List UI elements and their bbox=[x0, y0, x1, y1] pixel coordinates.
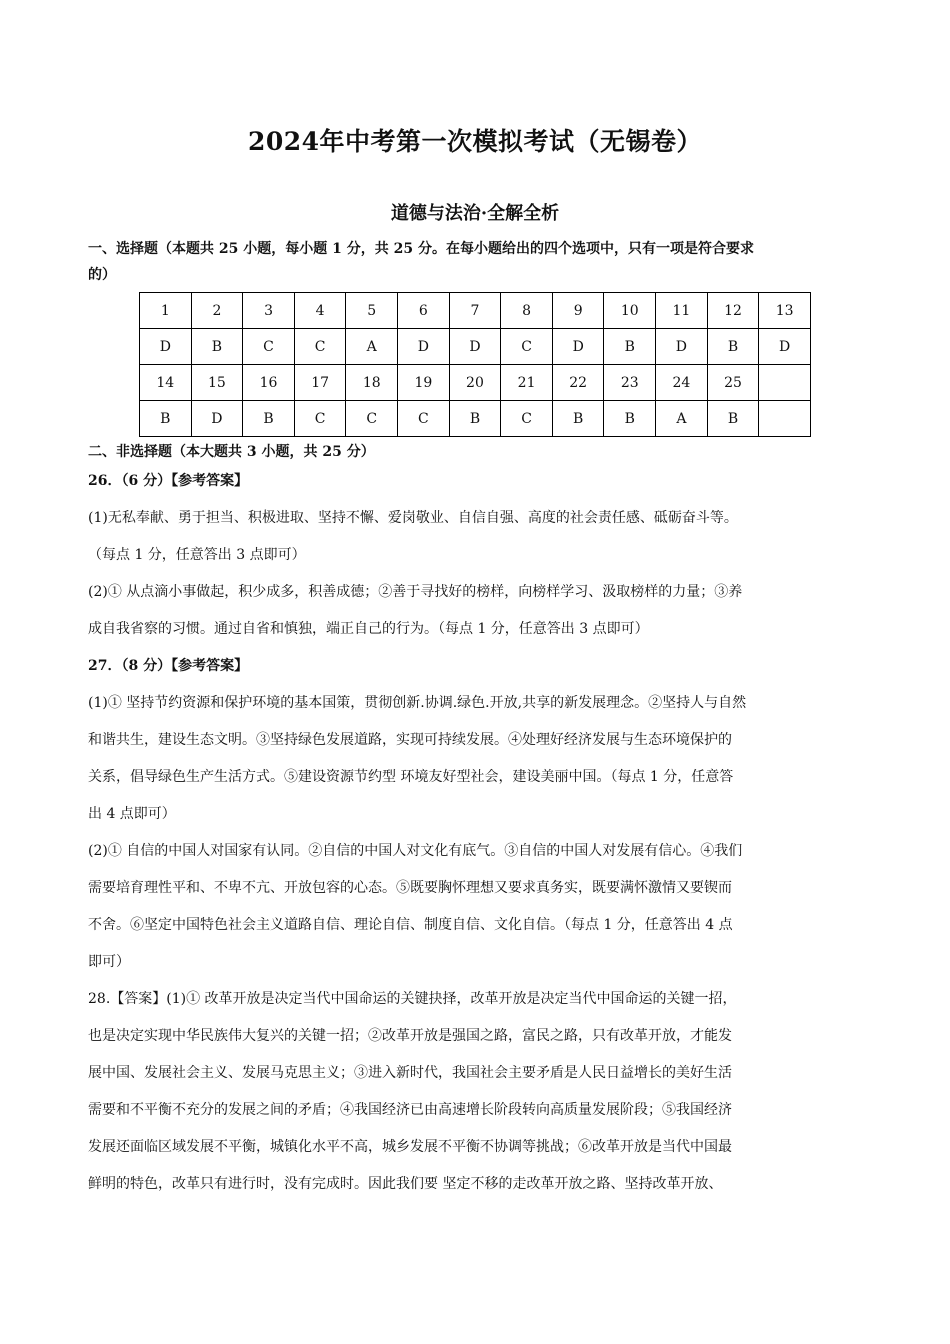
answer-table-cell: D bbox=[552, 329, 604, 365]
answer-table-cell: 22 bbox=[552, 365, 604, 401]
answer-table-cell: 2 bbox=[191, 293, 243, 329]
answer-text-line: 27．（8 分）【参考答案】 bbox=[88, 658, 249, 674]
answer-text-line: 关系，倡导绿色生产生活方式。⑤建设资源节约型 环境友好型社会，建设美丽中国。（每点 1 分，任意答 bbox=[88, 769, 734, 785]
answer-table-cell: 16 bbox=[243, 365, 295, 401]
answer-table-cell: 17 bbox=[294, 365, 346, 401]
answer-table-cell: C bbox=[346, 401, 398, 437]
answer-table-cell: B bbox=[707, 401, 759, 437]
answer-table-cell: D bbox=[191, 401, 243, 437]
answer-table-cell: 5 bbox=[346, 293, 398, 329]
answer-text-line: 成自我省察的习惯。通过自省和慎独，端正自己的行为。（每点 1 分，任意答出 3 点即可） bbox=[88, 621, 649, 637]
answer-table-cell: 12 bbox=[707, 293, 759, 329]
answer-table-cell: 1 bbox=[140, 293, 192, 329]
answer-table-cell: 25 bbox=[707, 365, 759, 401]
page-title: 2024年中考第一次模拟考试（无锡卷） bbox=[247, 127, 703, 156]
answer-table-cell: C bbox=[243, 329, 295, 365]
answer-text-line: (1)无私奉献、勇于担当、积极进取、坚持不懈、爱岗敬业、自信自强、高度的社会责任感、砥砺奋斗等。 bbox=[88, 510, 738, 526]
answer-body bbox=[88, 463, 866, 1203]
answer-table-cell: D bbox=[759, 329, 811, 365]
answer-text-line: 鲜明的特色，改革只有进行时，没有完成时。因此我们要 坚定不移的走改革开放之路、坚持改革开放、 bbox=[88, 1176, 723, 1192]
answer-table-cell: C bbox=[398, 401, 450, 437]
answer-table-cell: 11 bbox=[656, 293, 708, 329]
answer-table-cell: 13 bbox=[759, 293, 811, 329]
answer-table-cell bbox=[759, 401, 811, 437]
answer-table-cell: D bbox=[656, 329, 708, 365]
answer-table-cell: 4 bbox=[294, 293, 346, 329]
answer-text-line: 28.【答案】(1)① 改革开放是决定当代中国命运的关键抉择，改革开放是决定当代中国命运的关键一招， bbox=[88, 991, 737, 1007]
answer-table-cell: 18 bbox=[346, 365, 398, 401]
answer-table-cell: 19 bbox=[398, 365, 450, 401]
answer-text-line: 发展还面临区域发展不平衡，城镇化水平不高，城乡发展不平衡不协调等挑战；⑥改革开放是当代中国最 bbox=[88, 1139, 732, 1155]
answer-text-line: (2)① 从点滴小事做起，积少成多，积善成德；②善于寻找好的榜样，向榜样学习、汲取榜样的力量；③养 bbox=[88, 584, 743, 600]
answer-text-line: (2)① 自信的中国人对国家有认同。②自信的中国人对文化有底气。③自信的中国人对发展有信心。④我们 bbox=[88, 843, 743, 859]
answer-table-cell: 21 bbox=[501, 365, 553, 401]
answer-table-cell: D bbox=[140, 329, 192, 365]
answer-table-cell: C bbox=[501, 401, 553, 437]
answer-table-cell: B bbox=[552, 401, 604, 437]
answer-text-line: 展中国、发展社会主义、发展马克思主义；③进入新时代，我国社会主要矛盾是人民日益增长的美好生活 bbox=[88, 1065, 732, 1081]
answer-table-cell: 7 bbox=[449, 293, 501, 329]
answer-table-cell bbox=[759, 365, 811, 401]
answer-table-cell: 10 bbox=[604, 293, 656, 329]
answer-text-line: 26．（6 分）【参考答案】 bbox=[88, 473, 249, 489]
answer-table-cell: C bbox=[294, 401, 346, 437]
answer-table-cell: D bbox=[449, 329, 501, 365]
answer-text-line: 出 4 点即可） bbox=[88, 806, 176, 822]
answer-table-cell: B bbox=[604, 329, 656, 365]
answer-table-cell: A bbox=[346, 329, 398, 365]
answer-table-cell: B bbox=[140, 401, 192, 437]
answer-text-line: 不舍。⑥坚定中国特色社会主义道路自信、理论自信、制度自信、文化自信。（每点 1 分，任意答出 4 点 bbox=[88, 917, 733, 933]
answer-table-cell: B bbox=[449, 401, 501, 437]
answer-table-cell: B bbox=[191, 329, 243, 365]
answer-table-cell: 15 bbox=[191, 365, 243, 401]
answer-table-cell: A bbox=[656, 401, 708, 437]
answer-table-row bbox=[140, 365, 811, 401]
answer-table bbox=[139, 292, 811, 437]
answer-table-cell: 20 bbox=[449, 365, 501, 401]
answer-table-cell: 9 bbox=[552, 293, 604, 329]
answer-table-row bbox=[140, 401, 811, 437]
answer-table-cell: B bbox=[707, 329, 759, 365]
page-subtitle: 道德与法治·全解全析 bbox=[390, 203, 560, 224]
answer-table-cell: 3 bbox=[243, 293, 295, 329]
section-1-line-2: 的） bbox=[88, 267, 116, 283]
answer-table-cell: 8 bbox=[501, 293, 553, 329]
answer-table-cell: 6 bbox=[398, 293, 450, 329]
section-1-line-1: 一、选择题（本题共 25 小题，每小题 1 分，共 25 分。在每小题给出的四个选项中，只有一项是符合要求 bbox=[88, 241, 754, 257]
answer-table-cell: D bbox=[398, 329, 450, 365]
answer-table-cell: 23 bbox=[604, 365, 656, 401]
answer-table-cell: 14 bbox=[140, 365, 192, 401]
answer-text-line: 需要和不平衡不充分的发展之间的矛盾；④我国经济已由高速增长阶段转向高质量发展阶段；⑤我国经济 bbox=[88, 1102, 732, 1118]
answer-table-cell: C bbox=[501, 329, 553, 365]
section-2-heading: 二、非选择题（本大题共 3 小题，共 25 分） bbox=[88, 444, 375, 460]
answer-table-cell: B bbox=[243, 401, 295, 437]
answer-text-line: (1)① 坚持节约资源和保护环境的基本国策，贯彻创新.协调.绿色.开放,共享的新发展理念。②坚持人与自然 bbox=[88, 695, 747, 711]
answer-table-cell: C bbox=[294, 329, 346, 365]
answer-text-line: 即可） bbox=[88, 954, 130, 970]
section-1-heading bbox=[88, 236, 868, 288]
answer-table-row bbox=[140, 329, 811, 365]
answer-table-cell: B bbox=[604, 401, 656, 437]
answer-text-line: 也是决定实现中华民族伟大复兴的关键一招；②改革开放是强国之路，富民之路，只有改革开放，才能发 bbox=[88, 1028, 732, 1044]
answer-table-cell: 24 bbox=[656, 365, 708, 401]
answer-text-line: 和谐共生，建设生态文明。③坚持绿色发展道路，实现可持续发展。④处理好经济发展与生态环境保护的 bbox=[88, 732, 732, 748]
answer-table-row bbox=[140, 293, 811, 329]
answer-text-line: 需要培育理性平和、不卑不亢、开放包容的心态。⑤既要胸怀理想又要求真务实，既要满怀激情又要锲而 bbox=[88, 880, 732, 896]
answer-text-line: （每点 1 分，任意答出 3 点即可） bbox=[88, 547, 306, 563]
